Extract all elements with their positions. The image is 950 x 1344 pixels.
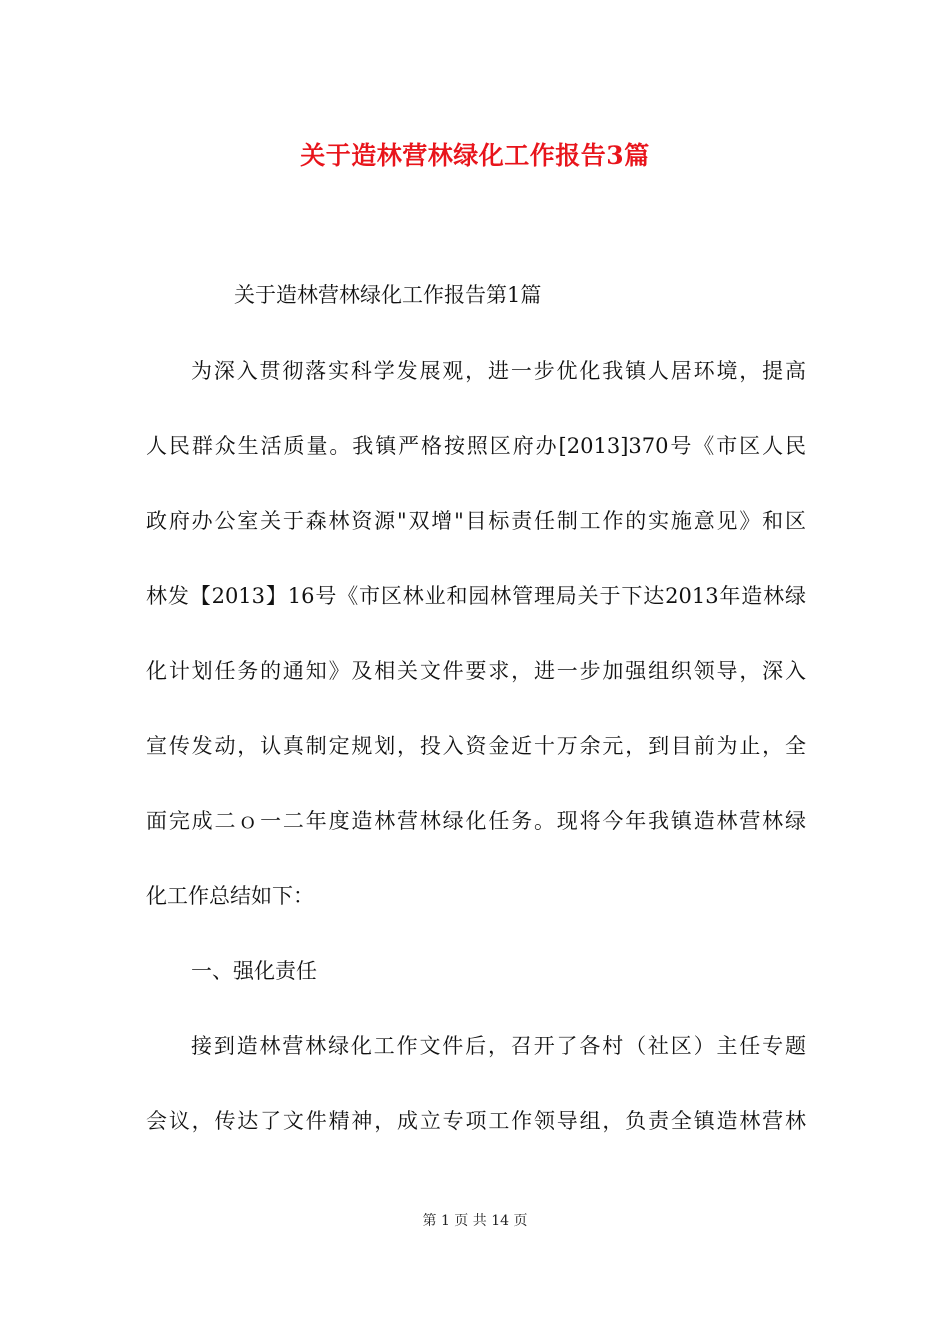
paragraph-line: 化工作总结如下： <box>146 884 314 908</box>
paragraph-line: 林发【2013】16号《市区林业和园林管理局关于下达2013年造林绿 <box>146 584 806 608</box>
paragraph-line: 为深入贯彻落实科学发展观，进一步优化我镇人居环境，提高 <box>191 359 806 383</box>
section-subtitle: 关于造林营林绿化工作报告第1篇 <box>234 283 542 307</box>
paragraph-line: 宣传发动，认真制定规划，投入资金近十万余元，到目前为止，全 <box>146 734 806 758</box>
paragraph-line: 接到造林营林绿化工作文件后，召开了各村（社区）主任专题 <box>191 1034 806 1058</box>
paragraph-line: 化计划任务的通知》及相关文件要求，进一步加强组织领导，深入 <box>146 659 806 683</box>
section-heading: 一、强化责任 <box>191 959 317 983</box>
paragraph-line: 会议，传达了文件精神，成立专项工作领导组，负责全镇造林营林 <box>146 1109 806 1133</box>
paragraph-line: 政府办公室关于森林资源"双增"目标责任制工作的实施意见》和区 <box>146 509 806 533</box>
page-number-footer: 第 1 页 共 14 页 <box>422 1213 528 1229</box>
document-title: 关于造林营林绿化工作报告3篇 <box>300 141 650 170</box>
paragraph-line: 面完成二ｏ一二年度造林营林绿化任务。现将今年我镇造林营林绿 <box>146 809 806 833</box>
paragraph-line: 人民群众生活质量。我镇严格按照区府办[2013]370号《市区人民 <box>146 434 806 458</box>
